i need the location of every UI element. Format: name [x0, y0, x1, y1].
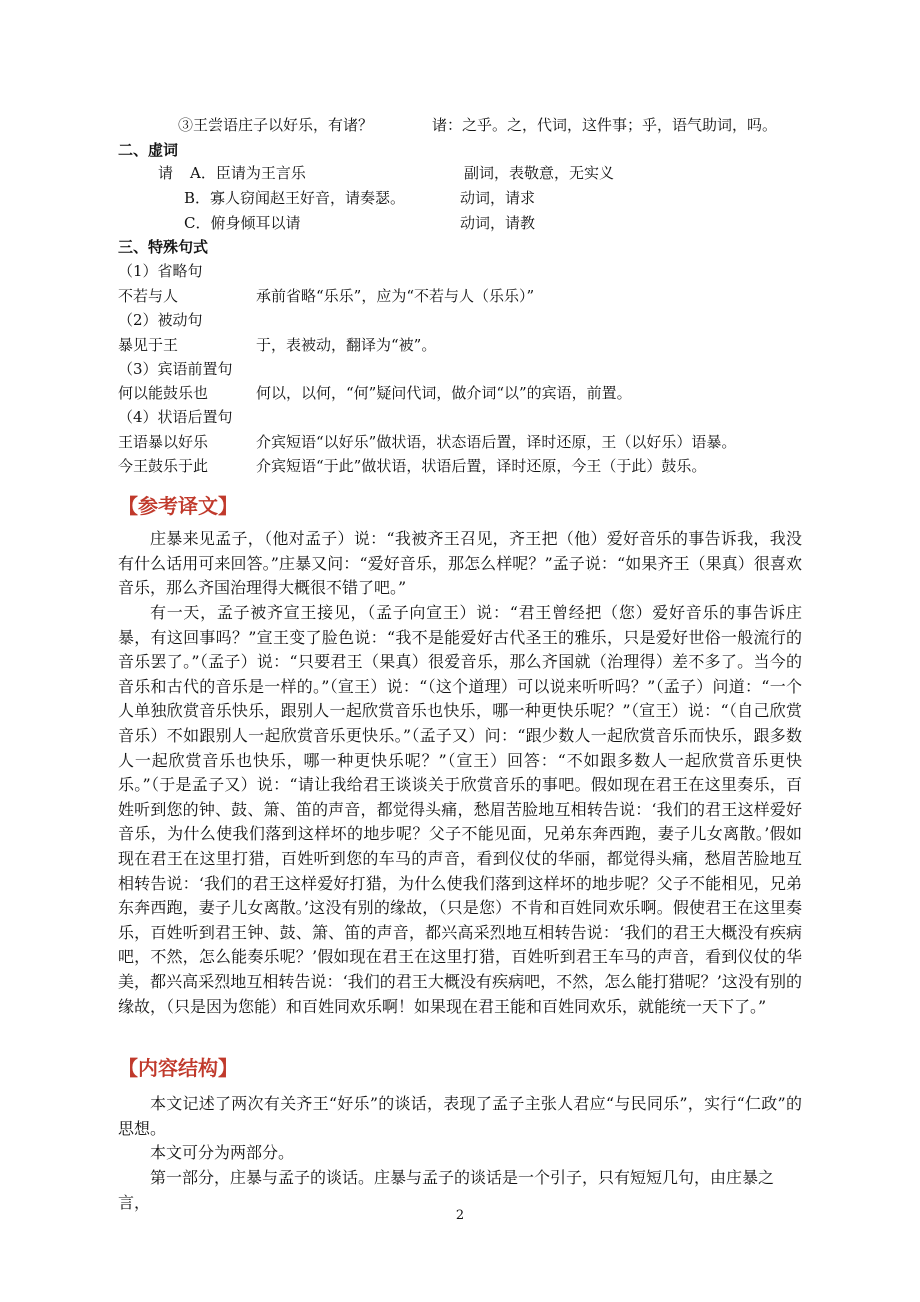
function-word: 请: [158, 164, 174, 182]
vocab-item-3-note: 诸：之乎。之，代词，这件事；乎，语气助词，吗。: [432, 116, 778, 134]
heading-translation: 【参考译文】: [118, 494, 238, 518]
special-example-3: 何以能鼓乐也: [118, 384, 209, 402]
structure-paragraph-1: 本文记述了两次有关齐王“好乐”的谈话，表现了孟子主张人君应“与民同乐”，实行“仁政”的思想。: [118, 1094, 802, 1138]
vocab-item-3-sentence: ③王尝语庄子以好乐，有诸？: [178, 116, 374, 134]
special-type-3: （3）宾语前置句: [118, 360, 233, 378]
special-type-4: （4）状语后置句: [118, 408, 233, 426]
special-note-5: 介宾短语“于此”做状语，状语后置，译时还原，今王（于此）鼓乐。: [256, 457, 707, 475]
special-note-3: 何以，以何，“何”疑问代词，做介词“以”的宾语，前置。: [256, 384, 632, 402]
function-word-note-b: 动词，请求: [460, 189, 536, 207]
translation-paragraph-1: 庄暴来见孟子，（他对孟子）说：“我被齐王召见，齐王把（他）爱好音乐的事告诉我，我没有什么话用可来回答。”庄暴又问：“爱好音乐，那怎么样呢？”孟子说：“如果齐王（果真）很喜欢音乐，那么齐国治理得大概很不错了吧。”: [118, 529, 802, 598]
page-number: 2: [455, 1208, 465, 1223]
special-example-1: 不若与人: [118, 287, 179, 305]
function-word-note-a: 副词，表敬意，无实义: [464, 164, 615, 182]
structure-paragraph-2: 本文可分为两部分。: [150, 1143, 295, 1162]
structure-paragraph-3: 第一部分，庄暴与孟子的谈话。庄暴与孟子的谈话是一个引子，只有短短几句，由庄暴之言，: [118, 1168, 775, 1212]
special-type-2: （2）被动句: [118, 311, 203, 329]
translation-paragraph-2: 有一天，孟子被齐宣王接见，（孟子向宣王）说：“君王曾经把（您）爱好音乐的事告诉庄暴，有这回事吗？”宣王变了脸色说：“我不是能爱好古代圣王的雅乐，只是爱好世俗一般流行的音乐罢了。”（孟子）说：“只要君王（果真）很爱音乐，那么齐国就（治理得）差不多了。当今的音乐和古代的音乐是一样的。”（宣王）说：“（这个道理）可以说来听听吗？”（孟子）问道：“一个人单独欣赏音乐快乐，跟别人一起欣赏音乐也快乐，哪一种更快乐呢？”（宣王）说：“（自己欣赏音乐）不如跟别人一起欣赏音乐更快乐。”（孟子又）问：“跟少数人一起欣赏音乐而快乐，跟多数人一起欣赏音乐也快乐，哪一种更快乐呢？”（宣王）回答：“不如跟多数人一起欣赏音乐更快乐。”（于是孟子又）说：“请让我给君王谈谈关于欣赏音乐的事吧。假如现在君王在这里奏乐，百姓听到您的钟、鼓、箫、笛的声音，都觉得头痛，愁眉苦脸地互相转告说：‘我们的君王这样爱好音乐，为什么使我们落到这样坏的地步呢？父子不能见面，兄弟东奔西跑，妻子儿女离散。’假如现在君王在这里打猎，百姓听到您的车马的声音，看到仪仗的华丽，都觉得头痛，愁眉苦脸地互相转告说：‘我们的君王这样爱好打猎，为什么使我们落到这样坏的地步呢？父子不能相见，兄弟东奔西跑，妻子儿女离散。’这没有别的缘故，（只是您）不肯和百姓同欢乐啊。假使君王在这里奏乐，百姓听到君王钟、鼓、箫、笛的声音，都兴高采烈地互相转告说：‘我们的君王大概没有疾病吧，不然，怎么能奏乐呢？’假如现在君王在这里打猎，百姓听到君王车马的声音，看到仪仗的华美，都兴高采烈地互相转告说：‘我们的君王大概没有疾病吧，不然，怎么能打猎呢？’这没有别的缘故，（只是因为您能）和百姓同欢乐啊！如果现在君王能和百姓同欢乐，就能统一天下了。”: [118, 603, 802, 1016]
special-note-1: 承前省略“乐乐”，应为“不若与人（乐乐）”: [256, 287, 535, 305]
special-type-1: （1）省略句: [118, 262, 203, 280]
special-note-2: 于，表被动，翻译为“被”。: [256, 336, 437, 354]
special-example-4: 王语暴以好乐: [118, 433, 209, 451]
function-word-item-b: B．寡人窃闻赵王好音，请奏瑟。: [184, 189, 406, 207]
heading-structure: 【内容结构】: [118, 1056, 238, 1080]
special-note-4: 介宾短语“以好乐”做状语，状态语后置，译时还原，王（以好乐）语暴。: [256, 433, 737, 451]
section-title-special: 三、特殊句式: [118, 238, 209, 256]
special-example-5: 今王鼓乐于此: [118, 457, 209, 475]
section-title-function-words: 二、虚词: [118, 141, 179, 159]
special-example-2: 暴见于王: [118, 336, 179, 354]
function-word-item-a: A．臣请为王言乐: [190, 164, 306, 182]
function-word-note-c: 动词，请教: [460, 214, 536, 232]
function-word-item-c: C．俯身倾耳以请: [184, 214, 301, 232]
